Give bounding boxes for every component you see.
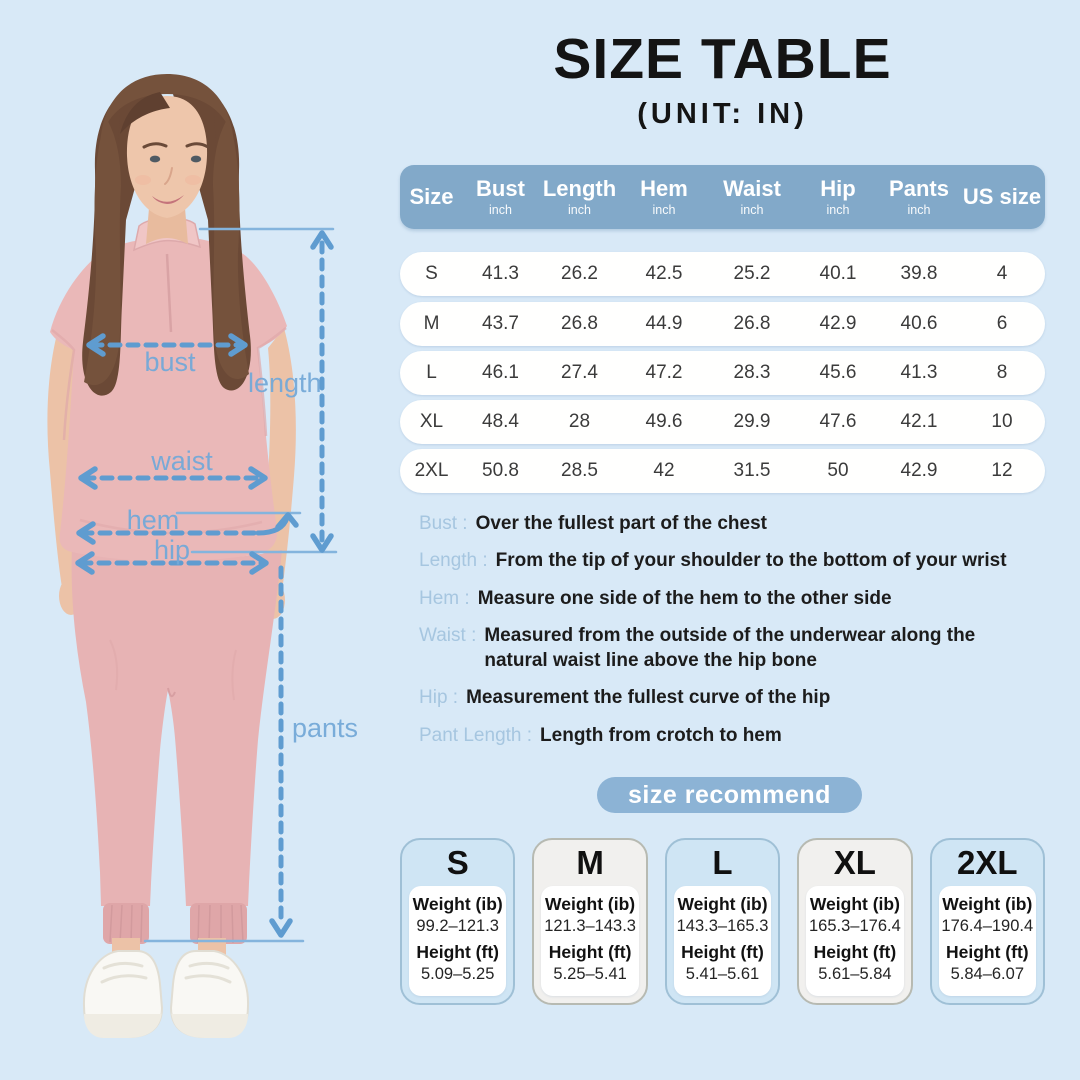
size-recommend-banner: size recommend [597,777,862,813]
pants-label: pants [292,713,359,743]
cell-waist: 25.2 [733,263,771,284]
definition-length: Length : From the tip of your shoulder to the bottom of your wrist [419,550,1007,572]
definition-hem: Hem : Measure one side of the hem to the other side [419,587,892,609]
cell-size: S [425,263,438,284]
cell-length: 28 [568,411,591,432]
cell-waist: 29.9 [733,411,771,432]
definition-pant-length: Pant Length : Length from crotch to hem [419,724,782,746]
size-table-header [400,165,1045,229]
table-row-2xl [400,449,1045,493]
column-header-waist: Waist inch [723,176,781,217]
cell-hem: 47.2 [645,362,683,383]
sneakers [84,951,248,1038]
model-figure [0,0,400,1080]
cell-hip: 50 [827,460,849,481]
recommend-card-m: M Weight (ib) 121.3–143.3 Height (ft) 5.25–5.41 [532,838,647,1005]
cell-waist: 26.8 [733,313,771,334]
cell-pants: 40.6 [900,313,938,334]
column-header-hip: Hip inch [820,176,856,217]
cell-size: 2XL [414,460,449,481]
table-row-xl [400,400,1045,444]
recommend-card-s: S Weight (ib) 99.2–121.3 Height (ft) 5.09–5.25 [400,838,515,1005]
card-details: Weight (ib) 165.3–176.4 Height (ft) 5.61–5.84 [806,886,903,996]
definition-hip: Hip : Measurement the fullest curve of the hip [419,687,831,709]
measurement-definitions [419,511,1043,760]
hem-label: hem [126,505,180,535]
cell-us-size: 12 [991,460,1013,481]
cell-bust: 46.1 [482,362,519,383]
table-row-l [400,351,1045,395]
cell-hip: 42.9 [819,313,857,334]
table-row-m [400,302,1045,346]
length-label: length [248,368,322,398]
column-header-size: Size [409,184,454,210]
hip-label: hip [153,535,191,565]
size-recommend-cards [400,838,1045,1005]
table-row-s [400,252,1045,296]
column-header-length: Length inch [542,176,617,217]
cell-bust: 43.7 [482,313,519,334]
cell-hem: 49.6 [645,411,683,432]
cell-hem: 44.9 [645,313,683,334]
cell-pants: 39.8 [900,263,938,284]
jogger-pants [72,546,282,906]
cell-pants: 42.1 [900,411,938,432]
cell-bust: 41.3 [482,263,519,284]
cell-waist: 31.5 [733,460,771,481]
cell-size: M [423,313,440,334]
cell-us-size: 4 [996,263,1008,284]
info-panel [400,0,1048,1080]
cell-length: 26.2 [561,263,598,284]
card-details: Weight (ib) 99.2–121.3 Height (ft) 5.09–5.25 [409,886,506,996]
bust-label: bust [144,347,196,377]
cell-hip: 45.6 [819,362,857,383]
cell-length: 28.5 [561,460,598,481]
column-header-us-size: US size [962,184,1042,210]
cell-waist: 28.3 [733,362,771,383]
cell-length: 26.8 [561,313,598,334]
cell-bust: 48.4 [482,411,519,432]
cell-us-size: 6 [996,313,1008,334]
cell-pants: 41.3 [900,362,938,383]
cell-bust: 50.8 [482,460,519,481]
card-details: Weight (ib) 121.3–143.3 Height (ft) 5.25–5.41 [541,886,638,996]
recommend-card-2xl: 2XL Weight (ib) 176.4–190.4 Height (ft) 5.84–6.07 [930,838,1045,1005]
cell-hip: 40.1 [819,263,857,284]
definition-waist: Waist : Measured from the outside of the underwear along the natural waist line above the hip bone [419,624,976,672]
cell-hem: 42 [653,460,675,481]
unit-subtitle: (UNIT: IN) [637,98,808,130]
definition-bust: Bust : Over the fullest part of the chest [419,513,767,534]
card-details: Weight (ib) 143.3–165.3 Height (ft) 5.41–5.61 [674,886,771,996]
cell-pants: 42.9 [900,460,938,481]
recommend-card-l: L Weight (ib) 143.3–165.3 Height (ft) 5.41–5.61 [665,838,780,1005]
cell-us-size: 8 [996,362,1008,383]
cell-hem: 42.5 [645,263,683,284]
column-header-bust: Bust inch [476,176,525,217]
column-header-pants: Pants inch [889,176,949,217]
cell-size: XL [419,411,444,432]
cell-hip: 47.6 [819,411,857,432]
waist-label: waist [151,446,213,476]
page-title: SIZE TABLE [553,27,892,91]
card-details: Weight (ib) 176.4–190.4 Height (ft) 5.84–6.07 [939,886,1036,996]
cell-us-size: 10 [991,411,1013,432]
arrow-down-icon [272,921,290,935]
recommend-card-xl: XL Weight (ib) 165.3–176.4 Height (ft) 5.61–5.84 [797,838,912,1005]
column-header-hem: Hem inch [640,176,688,217]
cell-length: 27.4 [561,362,598,383]
cell-size: L [426,362,437,383]
